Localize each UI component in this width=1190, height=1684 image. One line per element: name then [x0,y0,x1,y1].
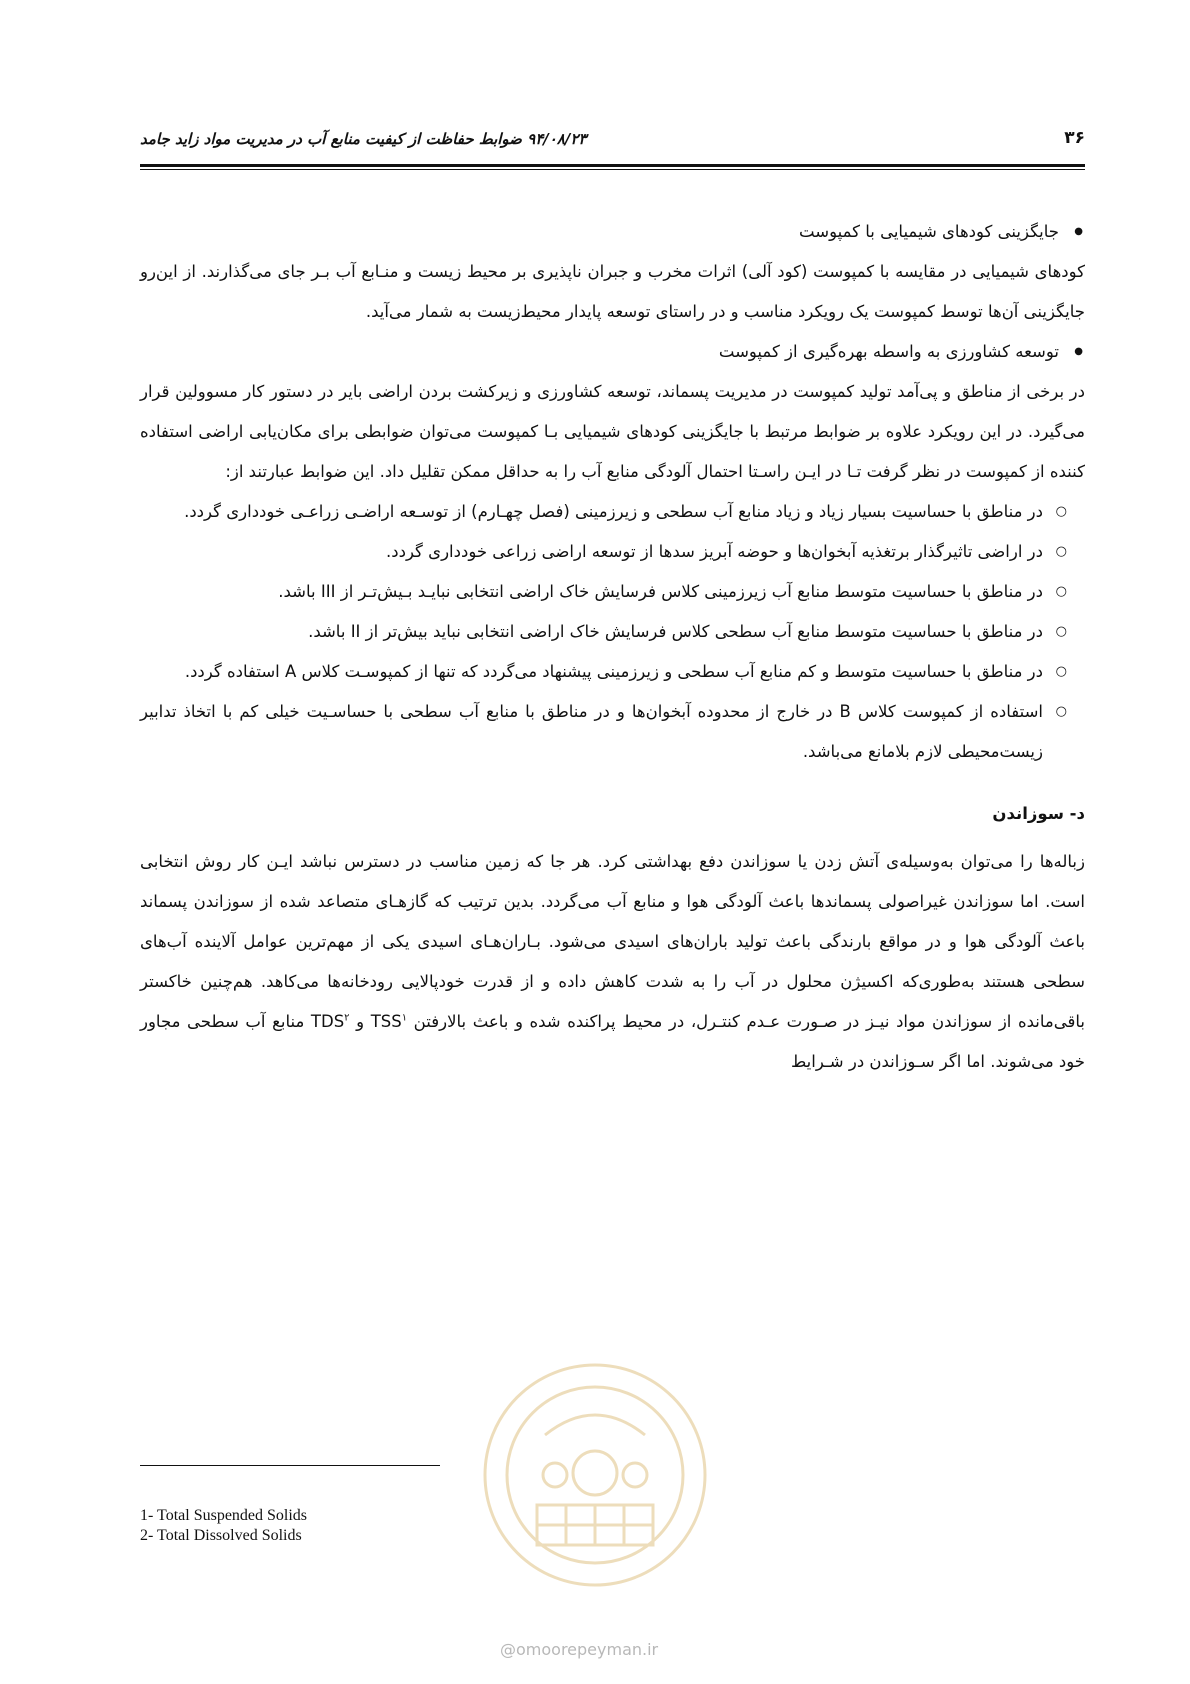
footnote-2: 2- Total Dissolved Solids [140,1527,302,1544]
criterion-4: ○ در مناطق با حساسیت متوسط منابع آب سطحی کلاس فرسایش خاک اراضی انتخابی نباید بیش‌تر از II باشد. [140,612,1085,652]
bullet-agriculture-development: ● توسعه کشاورزی به واسطه بهره‌گیری از کمپوست [140,332,1085,372]
watermark-seal-icon [475,1355,715,1595]
footnote-1: 1- Total Suspended Solids [140,1507,308,1524]
watermark-site: @omoorepeyman.ir [500,1640,659,1659]
criterion-5: ○ در مناطق با حساسیت متوسط و کم منابع آب سطحی و زیرزمینی پیشنهاد می‌گردد که تنها از کمپوسـت کلاس A استفاده گردد. [140,652,1085,692]
page-number: ۳۶ [1064,128,1085,148]
footnote-rule [140,1465,440,1466]
criterion-2: ○ در اراضی تاثیرگذار برتغذیه آبخوان‌ها و حوضه آبریز سدها از توسعه اراضی زراعی خودداری گردد. [140,532,1085,572]
footnote-mark-2: ۲ [344,1012,350,1024]
section-heading-incineration: د- سوزاندن [992,804,1085,823]
bullet-compost-replacement: ● جایگزینی کودهای شیمیایی با کمپوست [140,212,1085,252]
header-rule-thin [140,169,1085,170]
running-title: ۹۴/۰۸/۲۳ ضوابط حفاظت از کیفیت منابع آب در مدیریت مواد زاید جامد [140,130,587,148]
incineration-text-2: و TDS [310,1012,371,1031]
paragraph-incineration [140,842,1085,1082]
page-header [140,128,1085,158]
footnote-mark-1: ۱ [401,1012,408,1024]
incineration-text-1: زباله‌ها را می‌توان به‌وسیله‌ی آتش زدن یا سوزاندن دفع بهداشتی کرد. هر جا که زمین مناسب در دسترس نباشد ایـن کار روش انتخابی است. اما سوزاندن غیراصولی پسماندها باعث آلودگی هوا و منابع آب می‌گردد. بدین ترتیب که گازهـای متصاعد شده از سوزاندن پسماند باعث آلودگی هوا و در مواقع بارندگی باعث تولید باران‌های اسیدی می‌شود. بـاران‌هـای اسیدی یکی از مهم‌ترین عوامل آلاینده آب‌های سطحی هستند به‌طوری‌که اکسیژن محلول در آب را به شدت کاهش داده و از قدرت خودپالایی رودخانه‌ها می‌کاهد. هم‌چنین خاکستر باقی‌مانده از سوزاندن مواد نیـز در صـورت عـدم کنتـرل، در محیط پراکنده شده و باعث بالارفتن TSS [140,852,1085,1031]
criterion-6: ○ استفاده از کمپوست کلاس B در خارج از محدوده آبخوان‌ها و در مناطق با منابع آب سطحی با حساسـیت خیلی کم با اتخاذ تدابیر زیست‌محیطی لازم بلامانع می‌باشد. [140,692,1085,772]
page-body [140,212,1085,1082]
criterion-1: ○ در مناطق با حساسیت بسیار زیاد و زیاد منابع آب سطحی و زیرزمینی (فصل چهـارم) از توسـعه اراضـی زراعـی خودداری گردد. [140,492,1085,532]
footnotes [140,1506,307,1546]
criterion-3: ○ در مناطق با حساسیت متوسط منابع آب زیرزمینی کلاس فرسایش خاک اراضی انتخابی نبایـد بـیش‌تـر از III باشد. [140,572,1085,612]
incineration-text-3: منابع آب سطحی مجاور خود می‌شوند. اما اگر سـوزاندن در شـرایط [140,1012,1085,1071]
header-rule-thick [140,164,1085,167]
paragraph-compost-replacement: کودهای شیمیایی در مقایسه با کمپوست (کود آلی) اثرات مخرب و جبران ناپذیری بر محیط زیست و منـابع آب بـر جای می‌گذارند. از این‌رو جایگزینی آن‌ها توسط کمپوست یک رویکرد مناسب و در راستای توسعه پایدار محیط‌زیست به شمار می‌آید. [140,262,1085,321]
paragraph-agriculture-development: در برخی از مناطق و پی‌آمد تولید کمپوست در مدیریت پسماند، توسعه کشاورزی و زیرکشت بردن اراضی بایر در دستور کار مسوولین قرار می‌گیرد. در این رویکرد علاوه بر ضوابط مرتبط با جایگزینی کودهای شیمیایی بـا کمپوست می‌توان ضوابطی برای مکان‌یابی اراضی استفاده کننده از کمپوست در نظر گرفت تـا در ایـن راسـتا احتمال آلودگی منابع آب را به حداقل ممکن تقلیل داد. این ضوابط عبارتند از: [140,382,1085,481]
